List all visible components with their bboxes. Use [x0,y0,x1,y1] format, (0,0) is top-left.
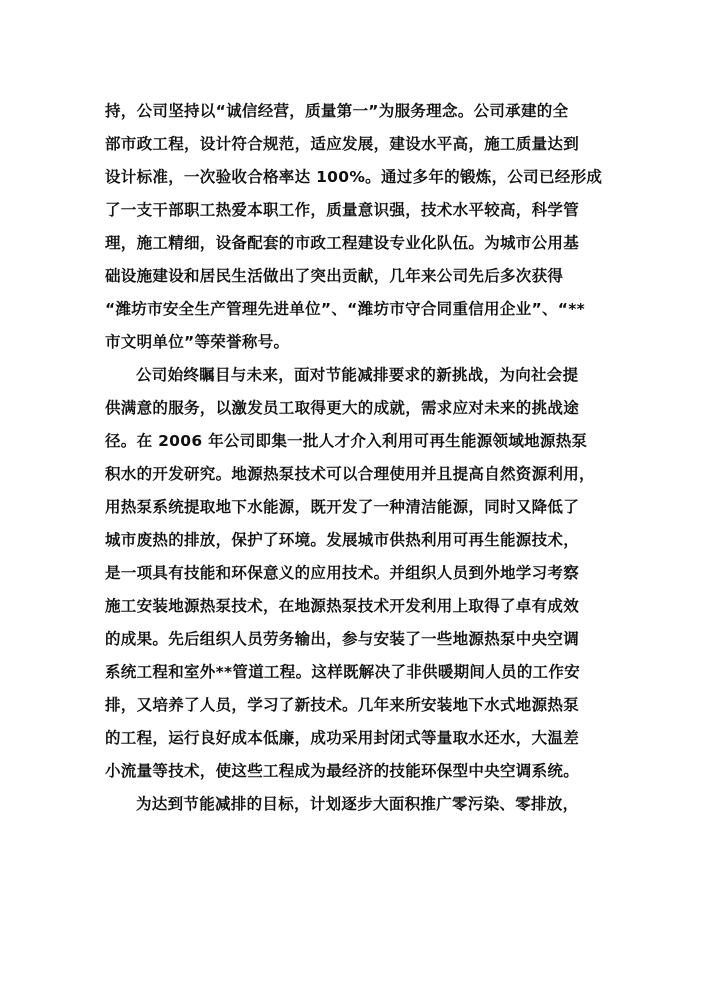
text-line: 施工安装地源热泵技术，在地源热泵技术开发利用上取得了卓有成效 [105,597,580,615]
paragraph-3 [105,788,610,821]
text-line: 设计标准，一次验收合格率达 100%。通过多年的锻炼，公司已经形成 [105,168,603,186]
text-line: 用热泵系统提取地下水能源，既开发了一种清洁能源，同时又降低了 [105,498,580,516]
text-line: 础设施建设和居民生活做出了突出贡献，几年来公司先后多次获得 [105,267,564,285]
text-line: 市文明单位”等荣誉称号。 [105,333,290,351]
text-line: 理，施工精细，设备配套的市政工程建设专业化队伍。为城市公用基 [105,234,580,252]
text-line: 供满意的服务，以激发员工取得更大的成就，需求应对未来的挑战途 [105,399,580,417]
text-line: 排，又培养了人员，学习了新技术。几年来所安装地下水式地源热泵 [105,696,580,714]
text-line: 是一项具有技能和环保意义的应用技术。并组织人员到外地学习考察 [105,564,580,582]
paragraph-1 [105,95,610,359]
text-line: 了一支干部职工热爱本职工作，质量意识强，技术水平较高，科学管 [105,201,580,219]
text-line: 积水的开发研究。地源热泵技术可以合理使用并且提高自然资源利用， [105,465,595,483]
text-line: 部市政工程，设计符合规范，适应发展，建设水平高，施工质量达到 [105,135,580,153]
text-line: 径。在 2006 年公司即集一批人才介入利用可再生能源领域地源热泵 [105,432,588,450]
text-line: 的工程，运行良好成本低廉，成功采用封闭式等量取水还水，大温差 [105,729,580,747]
text-line: 城市废热的排放，保护了环境。发展城市供热利用可再生能源技术， [105,531,580,549]
text-line: “潍坊市安全生产管理先进单位”、“潍坊市守合同重信用企业”、“** [105,300,586,318]
text-line: 的成果。先后组织人员劳务输出，参与安装了一些地源热泵中央空调 [105,630,580,648]
text-line: 为达到节能减排的目标，计划逐步大面积推广零污染、零排放， [136,795,579,813]
document-body [105,95,610,821]
paragraph-2 [105,359,610,788]
text-line: 系统工程和室外**管道工程。这样既解决了非供暖期间人员的工作安 [105,663,581,681]
text-line: 公司始终瞩目与未来，面对节能减排要求的新挑战，为向社会提 [136,366,579,384]
text-line: 小流量等技术，使这些工程成为最经济的技能环保型中央空调系统。 [105,762,580,780]
text-line: 持，公司坚持以“诚信经营，质量第一”为服务理念。公司承建的全 [105,102,569,120]
